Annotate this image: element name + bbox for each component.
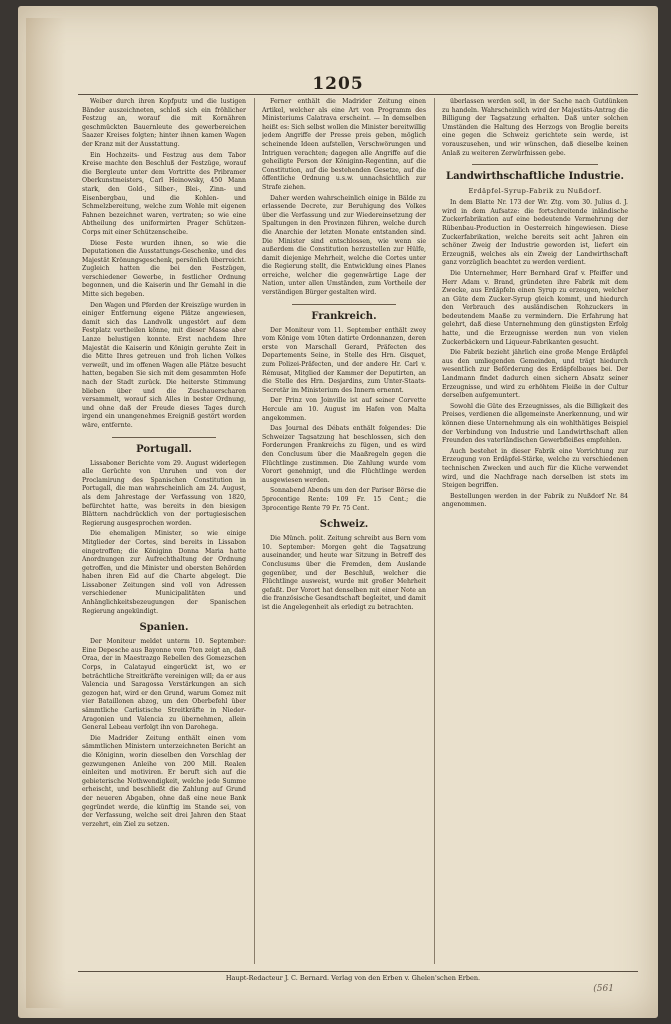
section-title-landwirthschaft: Landwirthschaftliche Industrie. (446, 171, 624, 183)
header-rule (78, 94, 638, 95)
paragraph: Das Journal des Débats enthält folgendes: Die Schweizer Tagsatzung hat beschlossen, sich den Forderungen Frankreichs zu fügen, und es wird den Conclusum über die Maaßregeln gegen die Flüchtlinge zustimmen. Die Zahlung wurde vom Vorort genehmigt, und die Flüchtlinge werden ausgewiesen werden. (262, 425, 426, 484)
column-3 (442, 98, 628, 964)
paragraph: Den Wagen und Pferden der Kreiszüge wurden in einiger Entfernung eigene Plätze angewiesen, damit sich das Landvolk ungestört auf dem Festplatz vertheilen könne, mit dieser Masse aber Lanze belustigen konnte. Erst nachdem Ihre Majestät die Kaiserin und Königin geruhte Zeit in die Mitte Ihres getreuen und froh lichen Volkes verweilt, und im offenen Wagen alle Plätze besucht hatten, begaben Sie sich mit dem gesammten Hofe nach der Stadt zurück. Die heiterste Stimmung blieben über und die Zuschauerscharen versammelt, worauf sich Alles in bester Ordnung, und ohne daß der Freude dieses Tages durch irgend ein unangenehmes Ereigniß gestört worden wäre, entfernte. (82, 301, 246, 429)
paragraph: In dem Blatte Nr. 173 der Wr. Ztg. vom 30. Julius d. J. wird in dem Aufsatze: die fortschreitende inländische Zuckerfabrikation auf eine bedeutende Vermehrung der Rübenbau-Production in Oesterreich hingewiesen. Diese Zuckerfabrikation, welche bereits seit acht Jahren ein schöner Zweig der Industrie geworden ist, liefert ein Erzeugniß, welches als ein Zweig der Landwirthschaft ganz vorzüglich beachtet zu werden verdient. (442, 199, 628, 267)
newspaper-page (18, 6, 658, 1018)
section-title-frankreich: Frankreich. (311, 310, 377, 322)
paragraph: Sonnabend Abends um den der Pariser Börse die 5procentige Rente: 109 Fr. 15 Cent.; die 3procentige Rente 79 Fr. 75 Cent. (262, 487, 426, 512)
paragraph: Sowohl die Güte des Erzeugnisses, als die Billigkeit des Preises, verdienen die allgemeinste Anerkennung, und wir können diese Unternehmung als ein wohlthätiges Beispiel der Verbindung von Industrie und Landwirthschaft allen Freunden des vaterländischen Gewerbfleißes empfehlen. (442, 402, 628, 445)
section-title-portugall: Portugall. (136, 443, 192, 455)
column-2 (262, 98, 426, 964)
archive-stamp: (561 (593, 984, 614, 994)
paragraph: Der Prinz von Joinville ist auf seiner Corvette Hercule am 10. August im Hafen von Malta angekommen. (262, 397, 426, 422)
paragraph: Weiber durch ihren Kopfputz und die lustigen Bänder auszeichneten, schloß sich ein fröhlicher Festzug an, worauf die mit Kornähren geschmückten Bauernleute des gewerbereichen Saazer Kreises folgten; hinter ihnen kamen Wagen der Kranz mit der Ausstattung. (82, 98, 246, 148)
section-title-schweiz: Schweiz. (319, 519, 369, 531)
paragraph: Die Münch. polit. Zeitung schreibt aus Bern vom 10. September: Morgen geht die Tagsatzung auseinander, und heute war Sitzung in Betreff des Conclusums über die Fremden, dem Auslande gegenüber, und der Beschluß, welcher die Flüchtlinge ausweist, wurde mit großer Mehrheit gefaßt. Der Vorort hat denselben mit einer Note an die französische Gesandtschaft begleitet, und damit ist die Angelegenheit als erledigt zu betrachten. (262, 535, 426, 611)
paper-edge-stain (26, 18, 66, 1008)
page-number: 1205 (312, 74, 364, 94)
paragraph: überlassen werden soll, in der Sache nach Gutdünken zu handeln. Wahrscheinlich wird der Majestäts-Antrag die Billigung der Tagsatzung erhalten. Daß unter solchen Umständen die Haltung des Herzogs von Broglie bereits eine gegen die Schweiz gerichtete sein werde, ist vorauszusehen, und wir wünschen, daß dieselbe keinen Anlaß zu weiteren Zerwürfnissen gebe. (442, 98, 628, 157)
paragraph: Der Moniteur vom 11. September enthält zwey vom Könige vom 10ten datirte Ordonnanzen, deren erste von Marschall Gerard, Präfecten des Departements Seine, in Stelle des Hrn. Gisquet, zum Polizei-Präfecten, und der andere Hr. Carl v. Rémusat, Mitglied der Kammer der Deputirten, an die Stelle des Hrn. Desjardins, zum Unter-Staats-Secretär im Ministerium des Innern ernennt. (262, 326, 426, 394)
footer-rule (78, 971, 638, 972)
paragraph: Ein Hochzeits- und Festzug aus dem Tabor Kreise machte den Beschluß der Festzüge, worauf die Bergleute unter dem Vortritte des Pribramer Oberkunstmeisters, Carl Heinowsky, 450 Mann stark, den Gold-, Silber-, Blei-, Zinn- und Eisenbergbau, und die Kohlen- und Schmelzbereitung, welche zum Wohle mit eigenen Fahnen bezeichnet waren, vertraten; so wie eine Abtheilung des uniformirten Prager Schützen-Corps mit einer Schützenscheibe. (82, 151, 246, 236)
section-separator (472, 164, 598, 165)
paragraph: Auch bestehet in dieser Fabrik eine Vorrichtung zur Erzeugung von Erdäpfel-Stärke, welche zu verschiedenen technischen Zwecken und auch für die Küche verwendet wird, und die Nachfrage nach derselben ist stets im Steigen begriffen. (442, 447, 628, 490)
paragraph: Daher werden wahrscheinlich einige in Bälde zu erlassende Decrete, zur Beruhigung des Volkes über die Verfassung und zur Wiedereinsetzung der Spaltungen in den Provinzen führen, welche durch die Anarchie der letzten Monate entstanden sind. Die Minister sind entschlossen, wie wenn sie außerdem die Constitution herzustellen zur Hülfe, damit diejenige Mehrheit, welche die Cortes unter die Regierung stellt, die Entwicklung eines Planes erreiche, welcher die gegenwärtige Lage der Nation, unter allen Umständen, zum Vortheile der verständigen Bürger gestalten wird. (262, 194, 426, 297)
column-1-intro (82, 98, 246, 431)
paragraph: Lissaboner Berichte vom 29. August widerlegen alle Gerüchte von Unruhen und von der Proclamirung des Spanischen Constitution in Portugall, die man wahrscheinlich am 24. August, als dem Jahrestage der Verfassung von 1820, befürchtet hatte, was bereits in den biesigen Blättern nachdrücklich von der portugiesischen Regierung ausgesprochen worden. (82, 459, 246, 527)
paragraph: Die ehemaligen Minister, so wie einige Mitglieder der Cortes, sind bereits in Lissabon eingetroffen; die Königinn Donna Maria hatte Anordnungen zur Aufrechthaltung der Ordnung getroffen, und die Minister und obersten Behörden haben ihren Eid auf die Charte abgelegt. Die Lissaboner Zeitungen sind voll von Adressen verschiedener Municipalitäten und Anhänglichkeitsbezeugungen der Spanischen Regierung angekündigt. (82, 530, 246, 615)
section-subtitle: Erdäpfel-Syrup-Fabrik zu Nußdorf. (468, 187, 602, 196)
column-1 (82, 98, 246, 964)
paragraph: Die Madrider Zeitung enthält einen vom sämmtlichen Ministern unterzeichneten Bericht an die Königinn, worin dieselben den Vorschlag der gezwungenen Anleihe von 200 Mill. Realen einleiten und motiviren. Er beruft sich auf die gebieterische Nothwendigkeit, welche jede Summe erheischt, und beschließt die Zahlung auf Grund der neueren Abgaben, ohne daß eine neue Bank gegründet werde, die künftig im Stande sei, von der Verfassung, welche seit drei Jahren den Staat verzehrt, ein Ziel zu setzen. (82, 734, 246, 828)
paragraph: Diese Feste wurden ihnen, so wie die Deputationen die Ausstattungs-Geschenke, und des Majestät Krönungsgeschenk, persönlich überreicht. Zugleich hatten die bei den Festzügen, verschiedener Gewerbe, in festlicher Ordnung begonnen, und die Kaiserin und Ihr Gemahl in die Mitte sich begeben. (82, 239, 246, 299)
paragraph: Die Unternehmer, Herr Bernhard Graf v. Pfeiffer und Herr Adam v. Brand, gründeten ihre Fabrik mit dem Zwecke, aus Erdäpfeln einen Syrup zu erzeugen, welcher an Güte dem Zucker-Syrup gleich kommt, und hiedurch den Verbrauch des ausländischen Rohzuckers in bedeutendem Maaße zu vermindern. Die Erfahrung hat gelehrt, daß diese Unternehmung den günstigsten Erfolg hatte, und die Erzeugnisse werden nun von vielen Zuckerbäckern und Liqueur-Fabrikanten gesucht. (442, 269, 628, 346)
paragraph: Bestellungen werden in der Fabrik zu Nußdorf Nr. 84 angenommen. (442, 492, 628, 509)
paragraph: Ferner enthält die Madrider Zeitung einen Artikel, welcher als eine Art von Programm des Ministeriums Calatrava erscheint. — In demselben heißt es: Sich selbst wollen die Minister bereitwillig jedem Angriffe der Presse preis geben, möglich scheinende Ideen aufstellen, Verschwörungen und Intriguen verachten; dagegen alle Angriffe auf die geheiligte Person der Königinn-Regentinn, auf die Constitution, auf die bestehenden Gesetze, auf die öffentliche Ordnung u.s.w. unnachsichtlich zur Strafe ziehen. (262, 98, 426, 191)
column-divider (254, 98, 255, 964)
section-separator (112, 437, 216, 438)
column-divider (434, 98, 435, 964)
imprint-footer: Haupt-Redacteur J. C. Bernard. Verlag von den Erben v. Ghelen'schen Erben. (225, 974, 481, 982)
paragraph: Der Moniteur meldet unterm 10. September: Eine Depesche aus Bayonne vom 7ten zeigt an, daß Oraa, der in Maestrazgo Rebellen des Gomezschen Corps, in Calatayud eingerückt ist, wo er beträchtliche Streitkräfte vereinigen will; da er aus Valencia und Saragossa Verstärkungen an sich gezogen hat, wird er den Grund, warum Gomez mit vier Bataillonen abzog, um den Oberbefehl über sämmtliche Carlistische Streitkräfte in Nieder-Aragonien und Valencia zu übernehmen, allein General Lebeau verfolgt ihn von Darohega. (82, 638, 246, 732)
paragraph: Die Fabrik bezieht jährlich eine große Menge Erdäpfel aus den umliegenden Gemeinden, und trägt hiedurch wesentlich zur Beförderung des Erdäpfelbaues bei. Der Landmann findet dadurch einen sichern Absatz seiner Erzeugnisse, und wird zu erhöhtem Fleiße in der Cultur derselben aufgemuntert. (442, 349, 628, 400)
section-separator (292, 304, 396, 305)
section-title-spanien: Spanien. (139, 622, 189, 634)
